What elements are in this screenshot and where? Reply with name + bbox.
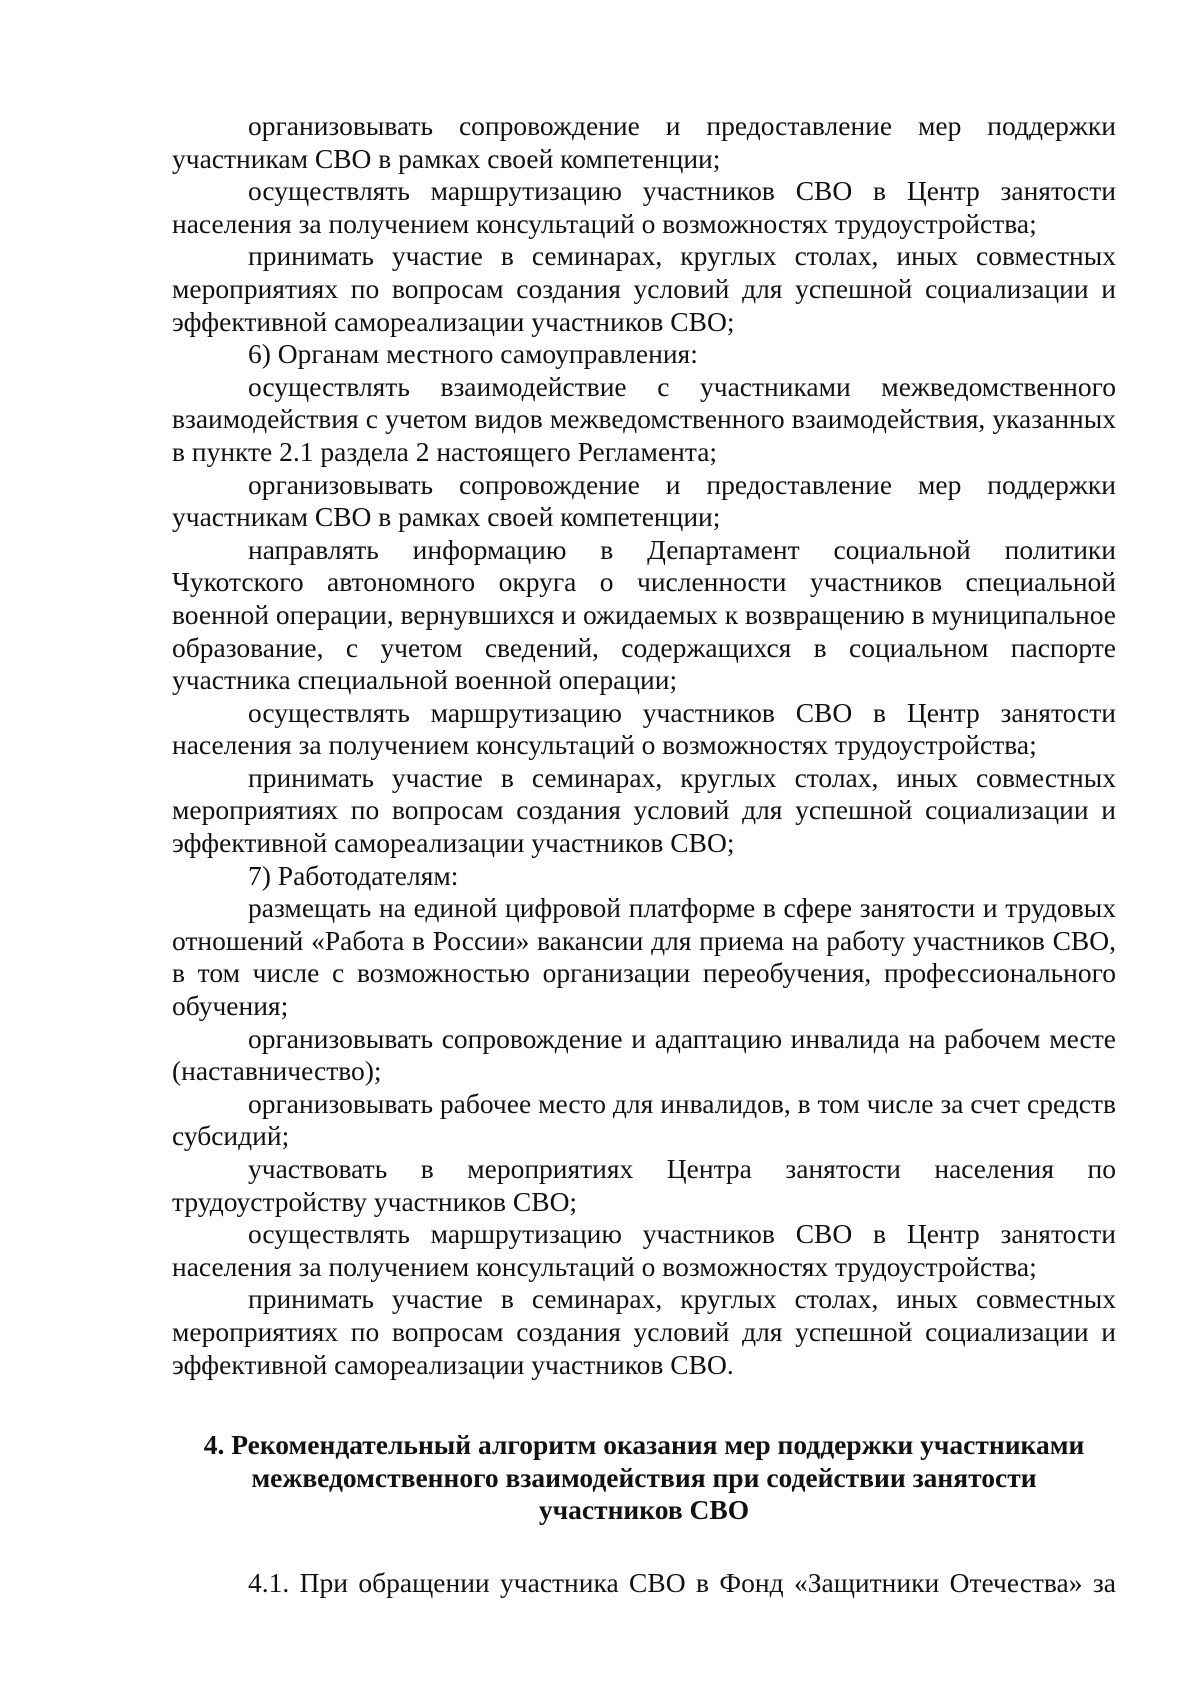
paragraph-local-government-heading: 6) Органам местного самоуправления: (248, 338, 698, 370)
paragraph-interagency-interaction: осуществлять взаимодействие с участниками межведомственного взаимодействия с учетом видов межведомственного взаимодействия, указанных в пункте 2.1 раздела 2 настоящего Регламента; (172, 370, 1116, 467)
paragraph-employers-heading: 7) Работодателям: (248, 859, 459, 891)
paragraph-workplace-disabled: организовывать рабочее место для инвалидов, в том числе за счет средств субсидий; (172, 1087, 1116, 1152)
section-heading (172, 1429, 1116, 1527)
paragraph-routing-employment-center-employers: осуществлять маршрутизацию участников СВО в Центр занятости населения за получением консультаций о возможностях трудоустройства; (172, 1218, 1116, 1282)
paragraph-routing-employment-center-local: осуществлять маршрутизацию участников СВО в Центр занятости населения за получением консультаций о возможностях трудоустройства; (172, 696, 1116, 761)
section-heading-line-2: межведомственного взаимодействия при содействии занятости (251, 1461, 1037, 1493)
paragraph-information-department: направлять информацию в Департамент социальной политики Чукотского автономного округа о численности участников специальной военной операции, вернувшихся и ожидаемых к возвращению в муниципальное образование, с учетом сведений, содержащихся в социальном паспорте участника специальной военной операции; (172, 533, 1116, 696)
section-heading-line-3: участников СВО (538, 1494, 750, 1526)
paragraph-seminars-participation: принимать участие в семинарах, круглых столах, иных совместных мероприятиях по вопросам создания условий для успешной социализации и эффективной самореализации участников СВО; (172, 240, 1116, 337)
section-heading-line-1: 4. Рекомендательный алгоритм оказания мер поддержки участниками (203, 1429, 1085, 1461)
paragraph-support-measures: организовывать сопровождение и предоставление мер поддержки участникам СВО в рамках своей компетенции; (172, 110, 1116, 174)
paragraph-employment-center-events: участвовать в мероприятиях Центра занятости населения по трудоустройству участников СВО; (172, 1153, 1116, 1217)
paragraph-seminars-participation-local: принимать участие в семинарах, круглых столах, иных совместных мероприятиях по вопросам создания условий для успешной социализации и эффективной самореализации участников СВО; (172, 761, 1116, 859)
paragraph-seminars-participation-employers: принимать участие в семинарах, круглых столах, иных совместных мероприятиях по вопросам создания условий для успешной социализации и эффективной самореализации участников СВО. (172, 1283, 1116, 1380)
paragraph-routing-employment-center: осуществлять маршрутизацию участников СВО в Центр занятости населения за получением консультаций о возможностях трудоустройства; (172, 175, 1116, 239)
document-body (172, 110, 1116, 1600)
paragraph-vacancies-platform: размещать на единой цифровой платформе в сфере занятости и трудовых отношений «Работа в России» вакансии для приема на работу участников СВО, в том числе с возможностью организации переобучения, профессионального обучения; (172, 892, 1116, 1022)
paragraph-support-measures-local: организовывать сопровождение и предоставление мер поддержки участникам СВО в рамках своей компетенции; (172, 468, 1116, 533)
paragraph-4-1: 4.1. При обращении участника СВО в Фонд «Защитники Отечества» за (248, 1566, 1116, 1598)
paragraph-disabled-adaptation: организовывать сопровождение и адаптацию инвалида на рабочем месте (наставничество); (172, 1022, 1116, 1087)
